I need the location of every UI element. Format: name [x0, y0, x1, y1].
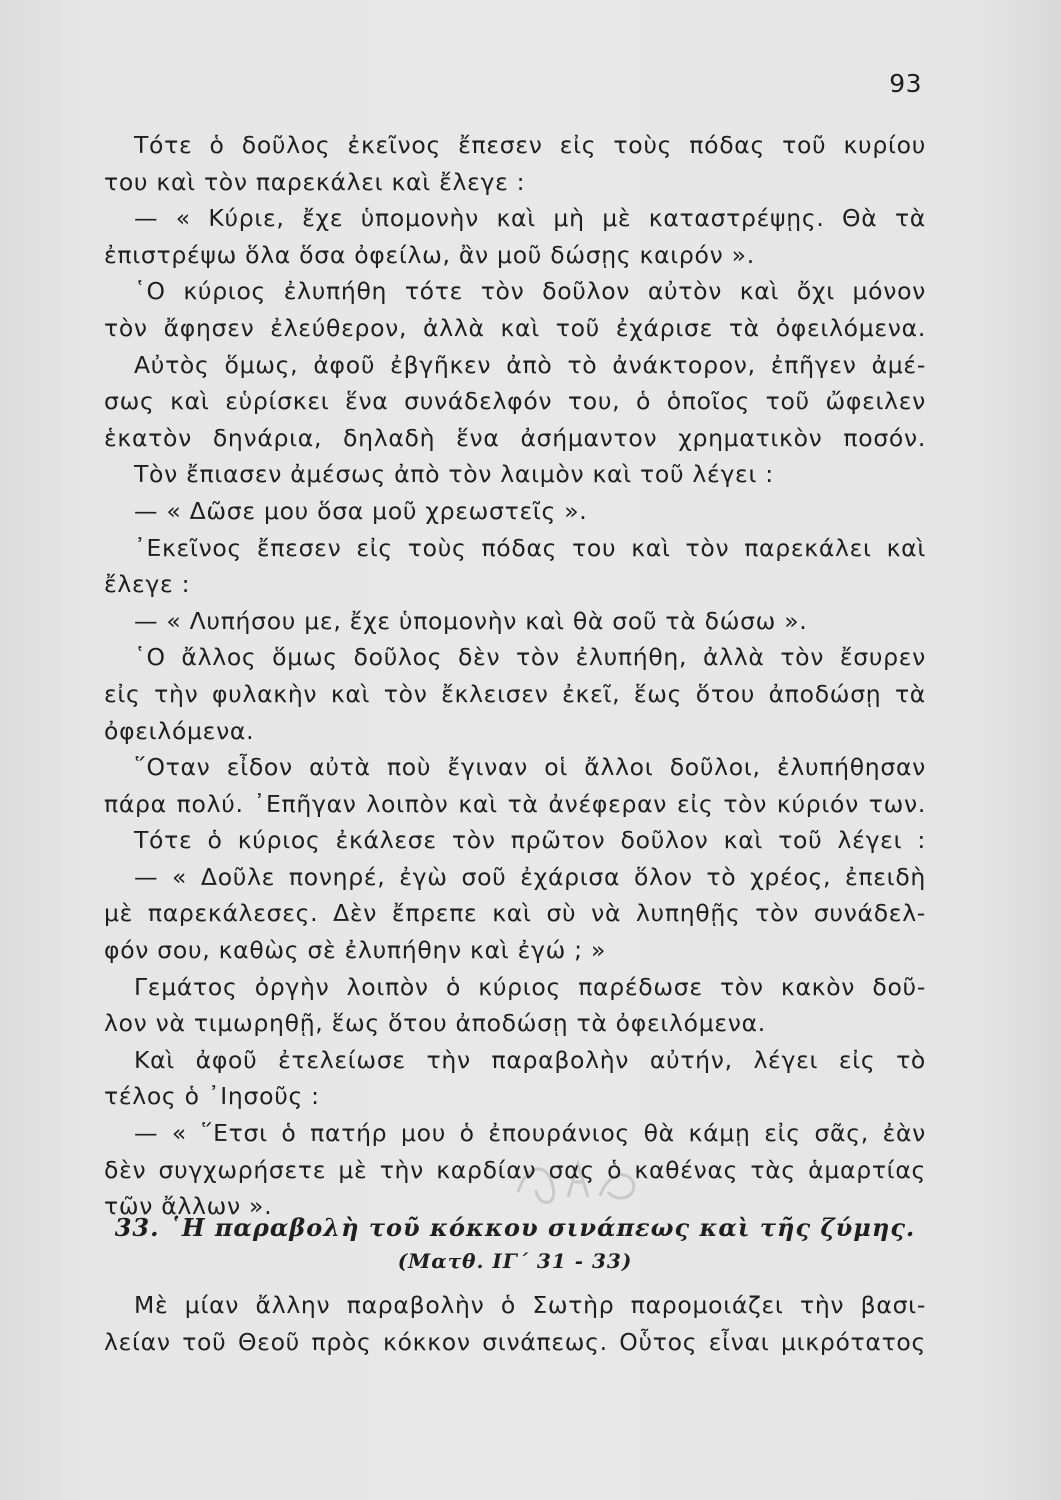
section-title: 33. ῾Η παραβολὴ τοῦ κόκκου σινάπεως καὶ τῆς ζύμης. [114, 1213, 916, 1242]
text-line: Αὐτὸς ὅμως, ἀφοῦ ἐβγῆκεν ἀπὸ τὸ ἀνάκτορον, ἐπῆγεν ἀμέ- [134, 350, 926, 379]
text-line: τὸν ἄφησεν ἐλεύθερον, ἀλλὰ καὶ τοῦ ἐχάρισε τὰ ὀφειλόμενα. [104, 313, 926, 342]
text-line: τῶν ἄλλων ». [104, 1192, 273, 1221]
text-line: ἑκατὸν δηνάρια, δηλαδὴ ἕνα ἀσήμαντον χρηματικὸν ποσόν. [104, 423, 926, 452]
text-line: Καὶ ἀφοῦ ἐτελείωσε τὴν παραβολὴν αὐτήν, λέγει εἰς τὸ [134, 1045, 926, 1074]
text-line: δὲν συγχωρήσετε μὲ τὴν καρδίαν σας ὁ καθένας τὰς ἁμαρτίας [104, 1155, 926, 1184]
text-line: — « ῞Ετσι ὁ πατήρ μου ὁ ἐπουράνιος θὰ κάμῃ εἰς σᾶς, ἐὰν [134, 1119, 926, 1148]
text-line: εἰς τὴν φυλακὴν καὶ τὸν ἔκλεισεν ἐκεῖ, ἕως ὅτου ἀποδώσῃ τὰ [104, 679, 926, 708]
text-line: πάρα πολύ. ᾿Επῆγαν λοιπὸν καὶ τὰ ἀνέφεραν εἰς τὸν κύριόν των. [104, 789, 926, 818]
text-line: Γεμάτος ὀργὴν λοιπὸν ὁ κύριος παρέδωσε τὸν κακὸν δοῦ- [134, 972, 926, 1001]
text-line: Τότε ὁ κύριος ἐκάλεσε τὸν πρῶτον δοῦλον καὶ τοῦ λέγει : [134, 826, 926, 855]
text-line: — « Λυπήσου με, ἔχε ὑπομονὴν καὶ θὰ σοῦ τὰ δώσω ». [134, 606, 808, 635]
text-line: Τότε ὁ δοῦλος ἐκεῖνος ἔπεσεν εἰς τοὺς πόδας τοῦ κυρίου [134, 131, 926, 159]
text-line: ὀφειλόμενα. [104, 716, 255, 745]
page-number: 93 [889, 69, 922, 98]
text-line: μὲ παρεκάλεσες. Δὲν ἔπρεπε καὶ σὺ νὰ λυπηθῇς τὸν συνάδελ- [104, 899, 926, 928]
section-body-text [104, 1287, 926, 1360]
text-line: του καὶ τὸν παρεκάλει καὶ ἔλεγε : [104, 167, 526, 196]
text-line: ῾Ο κύριος ἐλυπήθη τότε τὸν δοῦλον αὐτὸν καὶ ὄχι μόνον [134, 277, 926, 306]
text-line: σως καὶ εὑρίσκει ἕνα συνάδελφόν του, ὁ ὁποῖος τοῦ ὤφειλεν [104, 387, 926, 416]
text-line: φόν σου, καθὼς σὲ ἐλυπήθην καὶ ἐγώ ; » [104, 936, 607, 965]
text-line: — « Δοῦλε πονηρέ, ἐγὼ σοῦ ἐχάρισα ὅλον τὸ χρέος, ἐπειδὴ [134, 862, 926, 891]
text-line: λον νὰ τιμωρηθῇ, ἕως ὅτου ἀποδώσῃ τὰ ὀφειλόμενα. [104, 1009, 766, 1038]
text-line: ἐπιστρέψω ὅλα ὅσα ὀφείλω, ἂν μοῦ δώσῃς καιρόν ». [104, 240, 755, 269]
body-text [104, 127, 926, 1225]
section-reference: (Ματθ. ΙΓ΄ 31 - 33) [397, 1249, 633, 1273]
text-line: ῞Οταν εἶδον αὐτὰ ποὺ ἔγιναν οἱ ἄλλοι δοῦλοι, ἐλυπήθησαν [134, 753, 926, 782]
text-line: — « Κύριε, ἔχε ὑπομονὴν καὶ μὴ μὲ καταστρέψῃς. Θὰ τὰ [134, 204, 926, 233]
text-line: ᾿Εκεῖνος ἔπεσεν εἰς τοὺς πόδας του καὶ τὸν παρεκάλει καὶ [134, 533, 926, 562]
text-line: τέλος ὁ ᾿Ιησοῦς : [104, 1082, 320, 1111]
text-line: Μὲ μίαν ἄλλην παραβολὴν ὁ Σωτὴρ παρομοιάζει τὴν βασι- [134, 1291, 926, 1319]
text-line: Τὸν ἔπιασεν ἀμέσως ἀπὸ τὸν λαιμὸν καὶ τοῦ λέγει : [134, 460, 774, 489]
text-line: ῾Ο ἄλλος ὅμως δοῦλος δὲν τὸν ἐλυπήθη, ἀλλὰ τὸν ἔσυρεν [134, 643, 926, 672]
text-line: ἔλεγε : [104, 570, 191, 599]
text-line: λείαν τοῦ Θεοῦ πρὸς κόκκον σινάπεως. Οὗτος εἶναι μικρότατος [104, 1327, 926, 1356]
text-line: — « Δῶσε μου ὅσα μοῦ χρεωστεῖς ». [134, 496, 588, 525]
